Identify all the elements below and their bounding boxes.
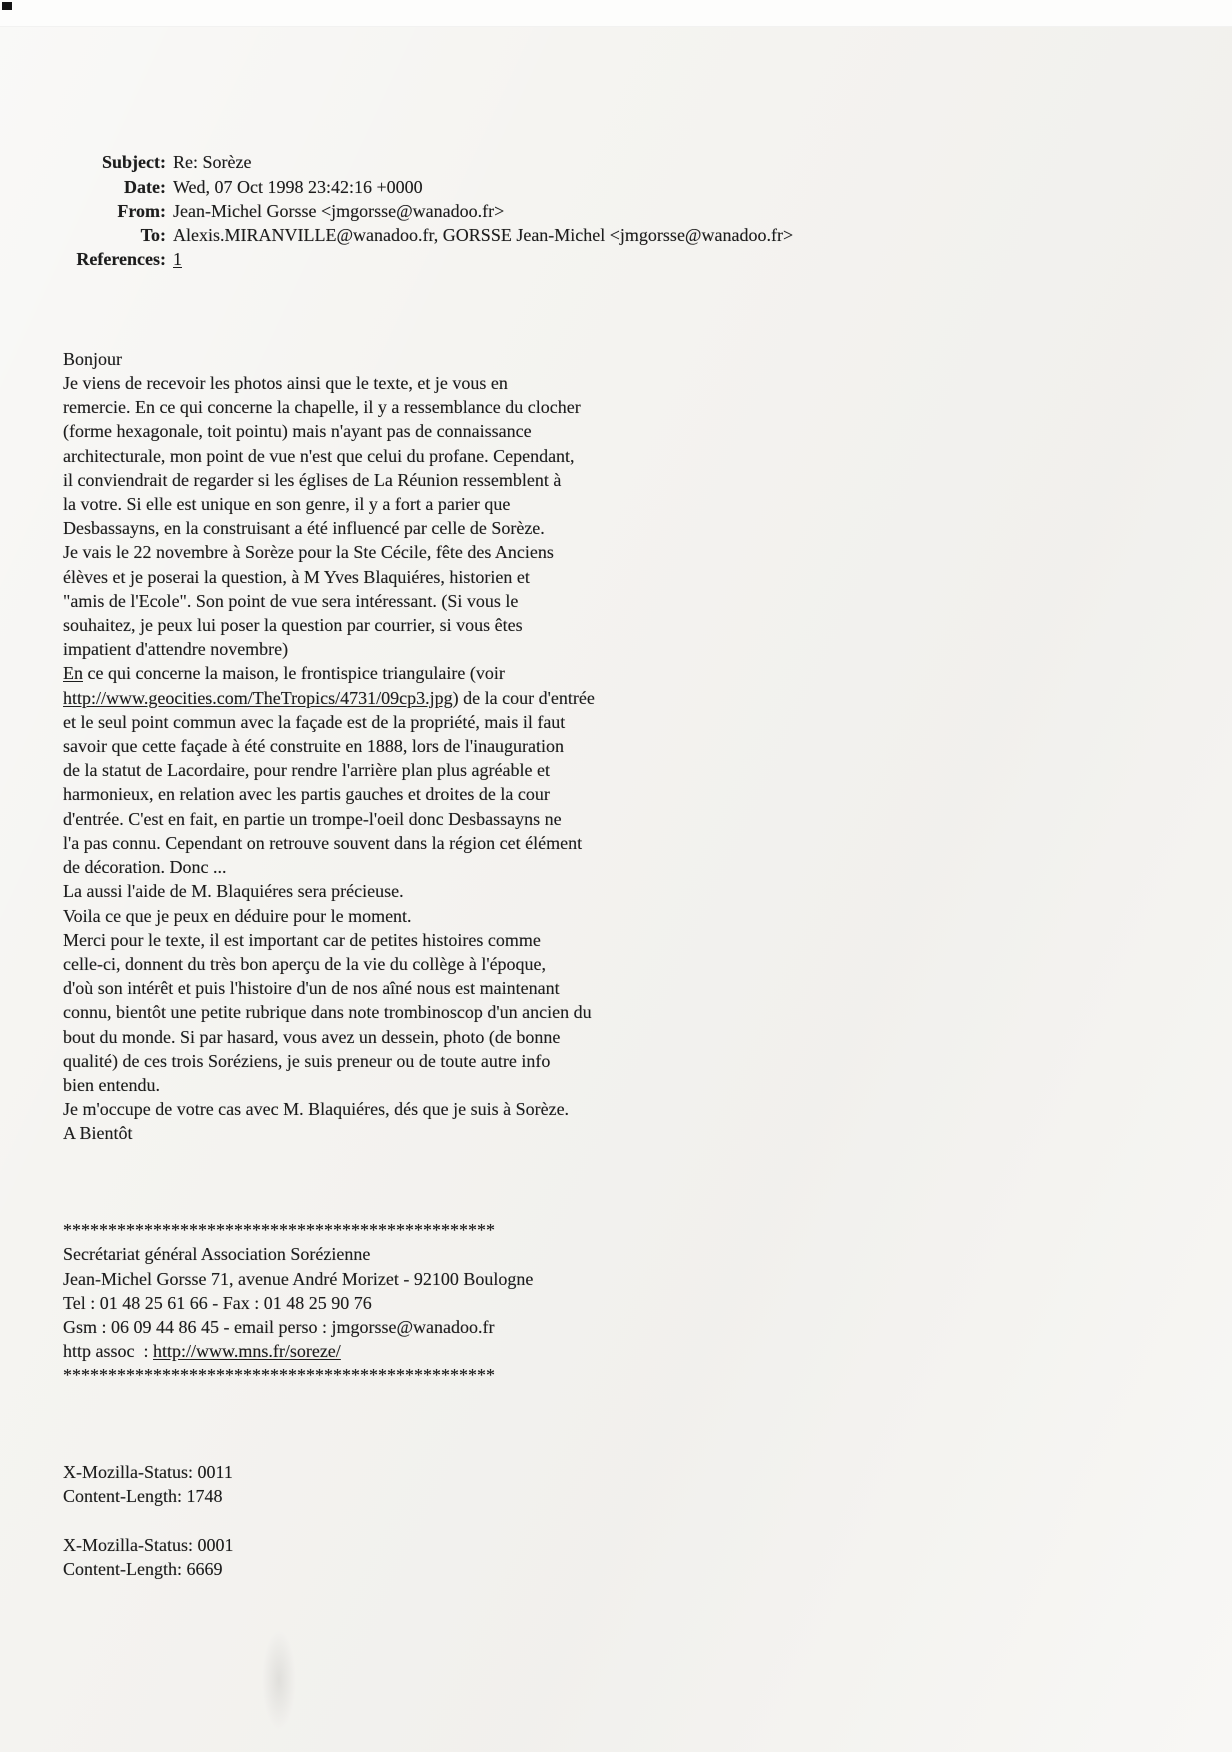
text-line — [63, 1484, 1163, 1508]
text-segment: (forme hexagonale, toit pointu) mais n'ayant pas de connaissance — [63, 421, 532, 442]
text-line — [63, 976, 1163, 1000]
text-segment: architecturale, mon point de vue n'est que celui du profane. Cependant, — [63, 445, 575, 466]
text-line — [63, 904, 1163, 928]
text-segment: d'entrée. C'est en fait, en partie un trompe-l'oeil donc Desbassayns ne — [63, 808, 562, 829]
text-line — [63, 831, 1163, 855]
text-line — [63, 686, 1163, 710]
text-segment: Voila ce que je peux en déduire pour le moment. — [63, 905, 412, 926]
header-field-label: From: — [117, 200, 166, 221]
header-field-value: 1 — [173, 249, 182, 270]
text-line — [63, 1025, 1163, 1049]
text-line — [63, 952, 1163, 976]
text-segment: Jean-Michel Gorsse 71, avenue André Morizet - 92100 Boulogne — [63, 1268, 534, 1289]
text-line — [63, 1000, 1163, 1024]
header-field-value: Wed, 07 Oct 1998 23:42:16 +0000 — [173, 176, 423, 197]
text-segment: Je m'occupe de votre cas avec M. Blaquiéres, dés que je suis à Sorèze. — [63, 1099, 570, 1120]
text-line — [63, 807, 1163, 831]
text-line — [63, 661, 1163, 685]
text-segment: Content-Length: 6669 — [63, 1558, 223, 1579]
text-segment: Je vais le 22 novembre à Sorèze pour la Ste Cécile, fête des Anciens — [63, 542, 554, 563]
text-line — [63, 1291, 1163, 1315]
header-field-label: References: — [76, 249, 166, 270]
header-field-row — [63, 199, 1163, 223]
scan-artifact-mark — [2, 2, 12, 10]
text-line — [63, 371, 1163, 395]
underlined-link-text: En — [63, 663, 83, 684]
text-line — [63, 1121, 1163, 1145]
text-segment: et le seul point commun avec la façade est de la propriété, mais il faut — [63, 711, 566, 732]
text-line — [63, 1049, 1163, 1073]
text-line — [63, 637, 1163, 661]
text-segment: La aussi l'aide de M. Blaquiéres sera précieuse. — [63, 881, 404, 902]
header-field-row — [63, 175, 1163, 199]
text-segment: Bonjour — [63, 348, 123, 369]
text-segment: X-Mozilla-Status: 0001 — [63, 1534, 234, 1555]
text-line — [63, 928, 1163, 952]
header-field-row — [63, 247, 1163, 271]
text-line — [63, 1533, 1163, 1557]
mozilla-status-block — [63, 1436, 1163, 1581]
text-line — [63, 710, 1163, 734]
text-segment: Desbassayns, en la construisant a été influencé par celle de Sorèze. — [63, 518, 545, 539]
text-segment: de la statut de Lacordaire, pour rendre l'arrière plan plus agréable et — [63, 760, 551, 781]
text-line — [63, 492, 1163, 516]
text-line — [63, 1218, 1163, 1242]
header-field-label: To: — [140, 225, 166, 246]
text-line — [63, 1242, 1163, 1266]
text-line — [63, 879, 1163, 903]
text-segment: souhaitez, je peux lui poser la question par courrier, si vous êtes — [63, 615, 523, 636]
text-line — [63, 1073, 1163, 1097]
text-segment: savoir que cette façade à été construite en 1888, lors de l'inauguration — [63, 736, 565, 757]
text-line — [63, 1363, 1163, 1387]
text-line — [63, 1267, 1163, 1291]
text-segment: qualité) de ces trois Soréziens, je suis preneur ou de toute autre info — [63, 1050, 551, 1071]
text-segment: la votre. Si elle est unique en son genre, il y a fort a parier que — [63, 494, 511, 515]
text-segment: l'a pas connu. Cependant on retrouve souvent dans la région cet élément — [63, 832, 583, 853]
text-segment: ) de la cour d'entrée — [452, 687, 595, 708]
text-segment: "amis de l'Ecole". Son point de vue sera intéressant. (Si vous le — [63, 590, 519, 611]
scan-edge-band — [0, 0, 1232, 27]
text-line — [63, 855, 1163, 879]
text-segment: ************************************************ — [63, 1220, 495, 1241]
underlined-link-text: http://www.geocities.com/TheTropics/4731/09cp3.jpg — [63, 687, 453, 708]
text-segment: ************************************************ — [63, 1365, 495, 1386]
header-field-value: Jean-Michel Gorsse <jmgorsse@wanadoo.fr> — [173, 200, 505, 221]
text-segment: Content-Length: 1748 — [63, 1486, 223, 1507]
text-line — [63, 444, 1163, 468]
text-segment: Secrétariat général Association Sorézienne — [63, 1244, 371, 1265]
text-segment: Je viens de recevoir les photos ainsi que le texte, et je vous en — [63, 373, 508, 394]
text-segment: Tel : 01 48 25 61 66 - Fax : 01 48 25 90 76 — [63, 1292, 372, 1313]
text-segment: ce qui concerne la maison, le frontispice triangulaire (voir — [83, 663, 505, 684]
text-line — [63, 613, 1163, 637]
text-segment: bien entendu. — [63, 1074, 160, 1095]
text-line — [63, 1436, 1163, 1460]
text-line — [63, 395, 1163, 419]
email-signature — [63, 1194, 1163, 1388]
text-segment: d'où son intérêt et puis l'histoire d'un de nos aîné nous est maintenant — [63, 978, 560, 999]
text-line — [63, 1097, 1163, 1121]
text-segment: X-Mozilla-Status: 0011 — [63, 1462, 233, 1483]
text-segment: remercie. En ce qui concerne la chapelle, il y a ressemblance du clocher — [63, 397, 581, 418]
email-printout — [63, 102, 1163, 1630]
text-line — [63, 565, 1163, 589]
text-segment: connu, bientôt une petite rubrique dans note trombinoscop d'un ancien du — [63, 1002, 592, 1023]
text-line — [63, 347, 1163, 371]
header-field-label: Subject: — [102, 152, 166, 173]
text-line — [63, 589, 1163, 613]
text-line — [63, 468, 1163, 492]
text-segment: élèves et je poserai la question, à M Yves Blaquiéres, historien et — [63, 566, 530, 587]
text-segment: celle-ci, donnent du très bon aperçu de la vie du collège à l'époque, — [63, 953, 547, 974]
text-segment: de décoration. Donc ... — [63, 857, 227, 878]
text-segment: il conviendrait de regarder si les églises de La Réunion ressemblent à — [63, 469, 562, 490]
text-segment: Merci pour le texte, il est important car de petites histoires comme — [63, 929, 541, 950]
text-segment: http assoc : — [63, 1341, 153, 1362]
header-field-value: Re: Sorèze — [173, 152, 252, 173]
scan-smudge — [262, 1630, 296, 1730]
text-segment: impatient d'attendre novembre) — [63, 639, 289, 660]
text-line — [63, 1339, 1163, 1363]
header-field-row — [63, 150, 1163, 174]
text-segment: harmonieux, en relation avec les partis gauches et droites de la cour — [63, 784, 550, 805]
text-line — [63, 758, 1163, 782]
email-body — [63, 347, 1163, 1146]
text-line — [63, 734, 1163, 758]
text-line — [63, 1315, 1163, 1339]
email-header — [63, 150, 1163, 271]
header-field-value: Alexis.MIRANVILLE@wanadoo.fr, GORSSE Jean-Michel <jmgorsse@wanadoo.fr> — [173, 225, 794, 246]
text-segment: Gsm : 06 09 44 86 45 - email perso : jmgorsse@wanadoo.fr — [63, 1316, 495, 1337]
text-segment: bout du monde. Si par hasard, vous avez un dessein, photo (de bonne — [63, 1026, 561, 1047]
header-field-label: Date: — [124, 176, 166, 197]
header-field-row — [63, 223, 1163, 247]
underlined-link-text: http://www.mns.fr/soreze/ — [153, 1341, 341, 1362]
text-line — [63, 782, 1163, 806]
text-segment: A Bientôt — [63, 1123, 133, 1144]
text-line — [63, 1557, 1163, 1581]
text-line — [63, 1194, 1163, 1218]
text-line — [63, 419, 1163, 443]
text-line — [63, 516, 1163, 540]
text-line — [63, 1460, 1163, 1484]
text-line — [63, 1509, 1163, 1533]
text-line — [63, 540, 1163, 564]
